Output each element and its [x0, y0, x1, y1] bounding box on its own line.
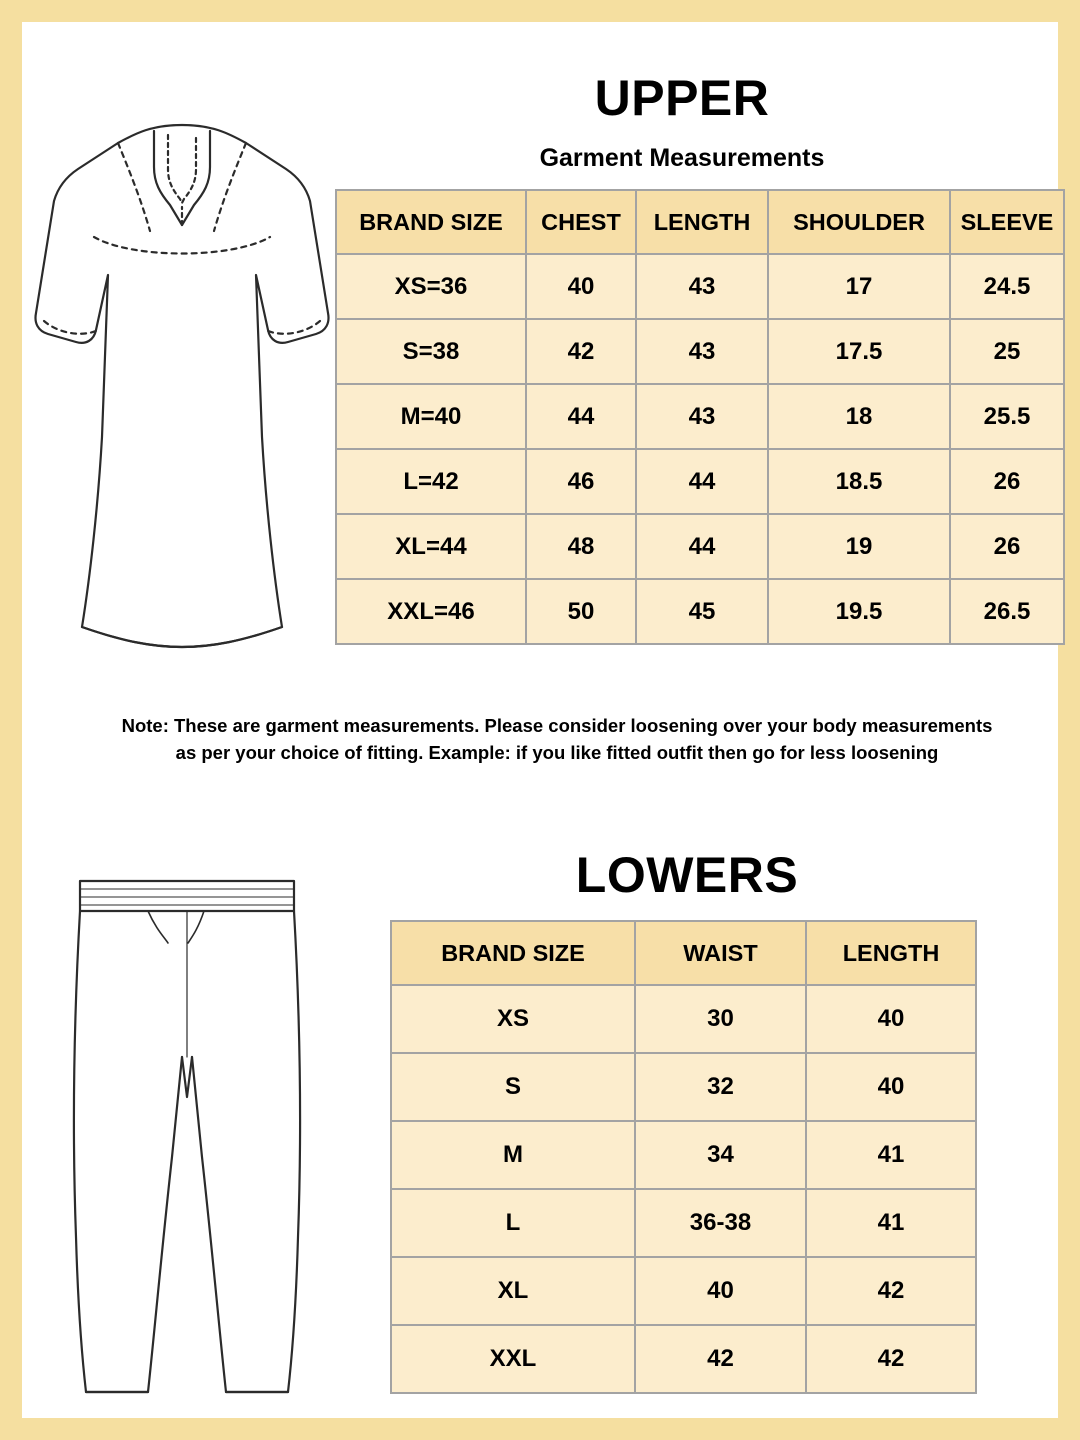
- cell-waist: 36-38: [635, 1189, 806, 1257]
- table-row: [391, 985, 976, 1053]
- table-header-row: [391, 921, 976, 985]
- cell-length: 40: [806, 985, 976, 1053]
- cell-brand-size: XXL: [391, 1325, 635, 1393]
- table-row: [391, 1121, 976, 1189]
- upper-section-subtitle: Garment Measurements: [539, 144, 825, 172]
- cell-length: 43: [636, 384, 768, 449]
- cell-length: 41: [806, 1189, 976, 1257]
- lowers-size-table: [390, 920, 977, 1394]
- cell-waist: 30: [635, 985, 806, 1053]
- pajama-illustration: [52, 867, 322, 1412]
- cell-shoulder: 19: [768, 514, 950, 579]
- cell-brand-size: M: [391, 1121, 635, 1189]
- cell-chest: 50: [526, 579, 636, 644]
- cell-length: 41: [806, 1121, 976, 1189]
- cell-chest: 46: [526, 449, 636, 514]
- size-chart-page: [22, 22, 1058, 1418]
- cell-brand-size: XS: [391, 985, 635, 1053]
- cell-length: 43: [636, 254, 768, 319]
- cell-waist: 34: [635, 1121, 806, 1189]
- cell-sleeve: 25: [950, 319, 1064, 384]
- cell-shoulder: 17: [768, 254, 950, 319]
- cell-brand-size: L: [391, 1189, 635, 1257]
- cell-waist: 42: [635, 1325, 806, 1393]
- cell-shoulder: 18.5: [768, 449, 950, 514]
- upper-size-table: [335, 189, 1065, 645]
- lowers-section-title: LOWERS: [575, 847, 799, 903]
- table-row: [336, 514, 1064, 579]
- cell-waist: 32: [635, 1053, 806, 1121]
- table-row: [336, 319, 1064, 384]
- cell-length: 44: [636, 514, 768, 579]
- cell-brand-size: S=38: [336, 319, 526, 384]
- column-header-length: LENGTH: [636, 190, 768, 254]
- table-row: [336, 384, 1064, 449]
- kurta-illustration: [32, 107, 332, 667]
- cell-shoulder: 19.5: [768, 579, 950, 644]
- upper-section-title: UPPER: [594, 70, 770, 126]
- table-row: [336, 254, 1064, 319]
- measurement-note-line-1: Note: These are garment measurements. Please consider loosening over your body measurements: [121, 715, 993, 736]
- measurement-note-line-2: as per your choice of fitting. Example: if you like fitted outfit then go for less loosening: [175, 742, 939, 763]
- cell-length: 42: [806, 1257, 976, 1325]
- cell-chest: 44: [526, 384, 636, 449]
- column-header-brand-size: BRAND SIZE: [336, 190, 526, 254]
- cell-chest: 48: [526, 514, 636, 579]
- table-row: [391, 1257, 976, 1325]
- table-row: [391, 1325, 976, 1393]
- cell-shoulder: 18: [768, 384, 950, 449]
- table-header-row: [336, 190, 1064, 254]
- cell-sleeve: 25.5: [950, 384, 1064, 449]
- cell-sleeve: 24.5: [950, 254, 1064, 319]
- column-header-length: LENGTH: [806, 921, 976, 985]
- cell-brand-size: XL=44: [336, 514, 526, 579]
- cell-length: 44: [636, 449, 768, 514]
- cell-waist: 40: [635, 1257, 806, 1325]
- column-header-waist: WAIST: [635, 921, 806, 985]
- cell-chest: 42: [526, 319, 636, 384]
- cell-length: 45: [636, 579, 768, 644]
- cell-brand-size: XS=36: [336, 254, 526, 319]
- cell-length: 40: [806, 1053, 976, 1121]
- cell-sleeve: 26: [950, 449, 1064, 514]
- table-row: [336, 579, 1064, 644]
- cell-brand-size: S: [391, 1053, 635, 1121]
- cell-shoulder: 17.5: [768, 319, 950, 384]
- cell-brand-size: M=40: [336, 384, 526, 449]
- table-row: [391, 1189, 976, 1257]
- column-header-brand-size: BRAND SIZE: [391, 921, 635, 985]
- measurement-note: [82, 712, 1032, 766]
- cell-sleeve: 26: [950, 514, 1064, 579]
- cell-brand-size: XL: [391, 1257, 635, 1325]
- cell-brand-size: XXL=46: [336, 579, 526, 644]
- cell-brand-size: L=42: [336, 449, 526, 514]
- cell-length: 43: [636, 319, 768, 384]
- column-header-shoulder: SHOULDER: [768, 190, 950, 254]
- cell-sleeve: 26.5: [950, 579, 1064, 644]
- column-header-sleeve: SLEEVE: [950, 190, 1064, 254]
- table-row: [336, 449, 1064, 514]
- table-row: [391, 1053, 976, 1121]
- cell-chest: 40: [526, 254, 636, 319]
- cell-length: 42: [806, 1325, 976, 1393]
- column-header-chest: CHEST: [526, 190, 636, 254]
